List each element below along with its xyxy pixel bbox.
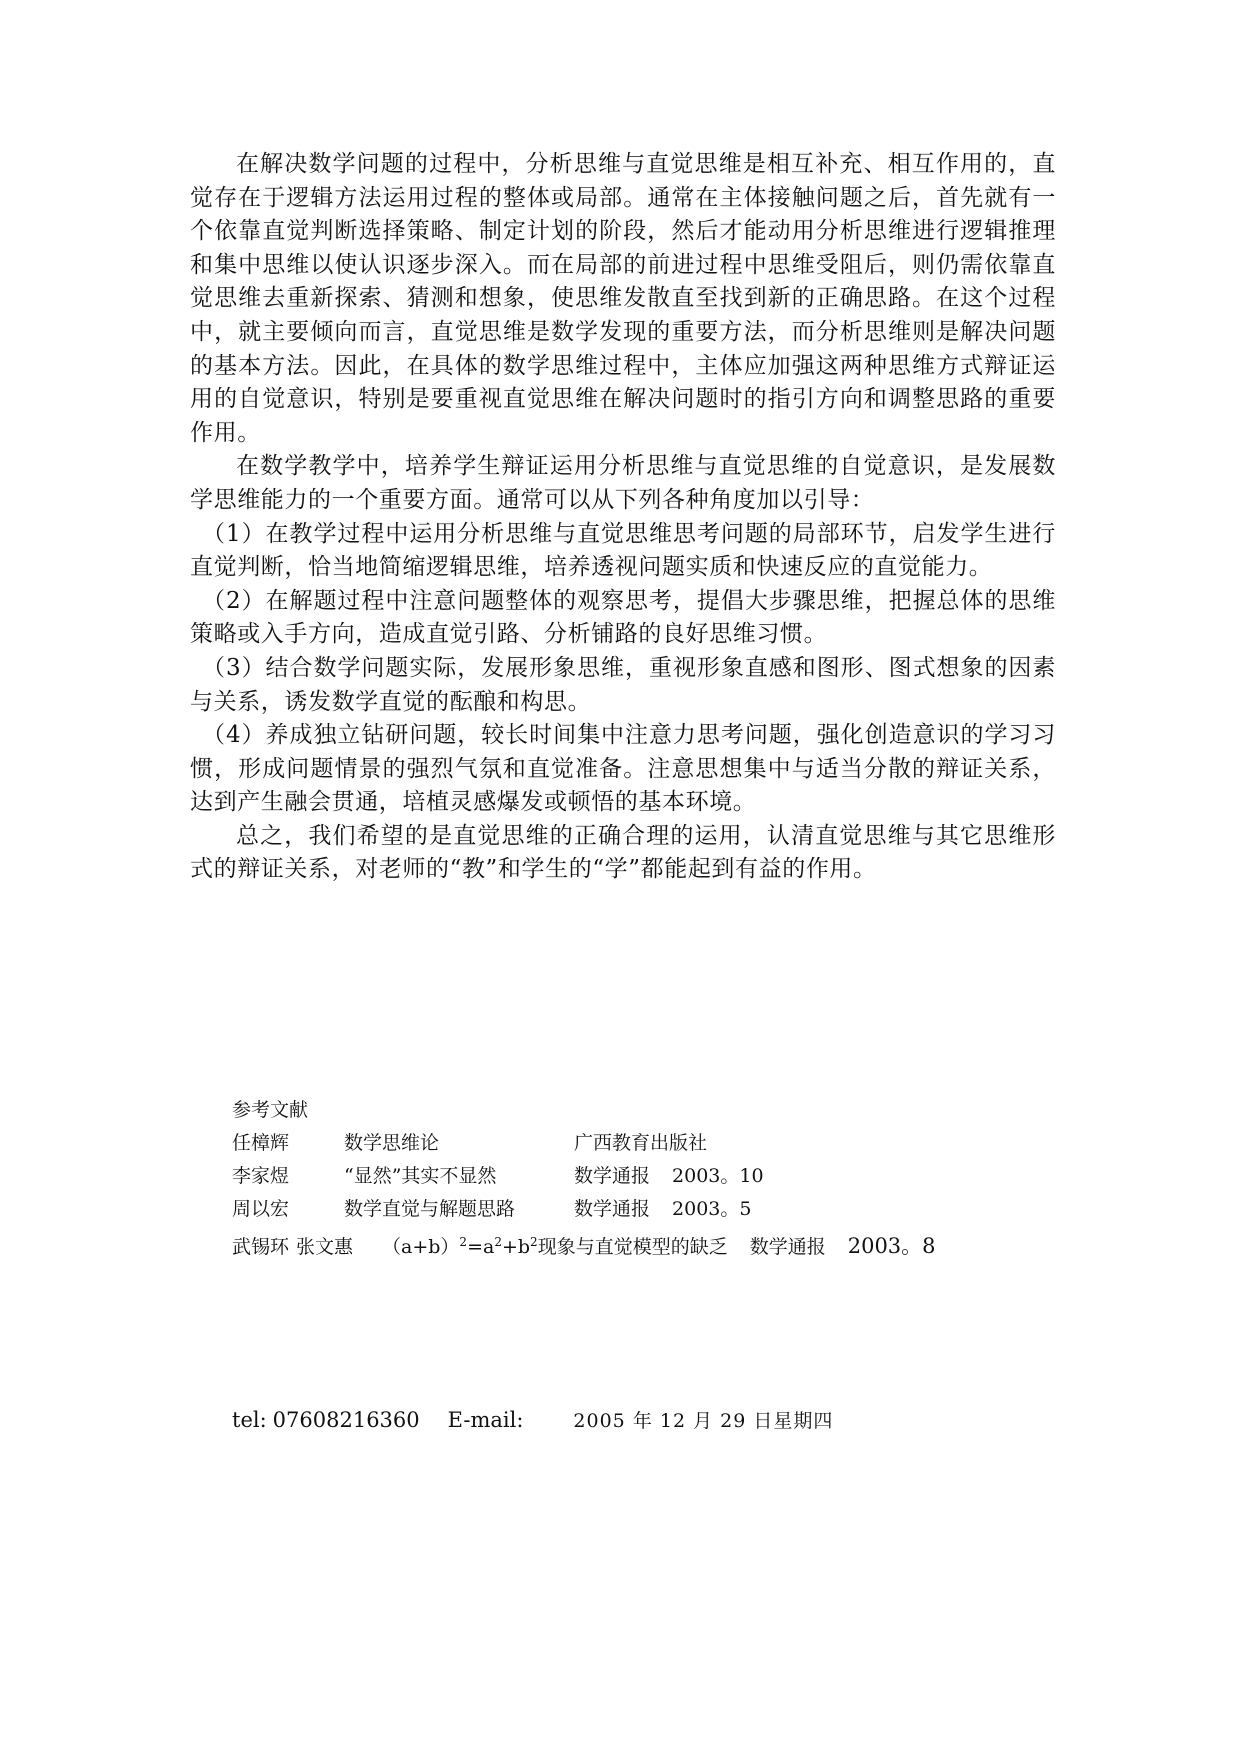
reference-publisher: 数学通报 bbox=[574, 1198, 651, 1220]
reference-author: 任樟辉 bbox=[232, 1132, 290, 1154]
reference-publisher: 数学通报 bbox=[574, 1165, 651, 1187]
reference-author: 武锡环 bbox=[232, 1236, 290, 1258]
references-heading: 参考文献 bbox=[232, 1099, 309, 1121]
reference-publisher: 广西教育出版社 bbox=[574, 1132, 708, 1154]
tel-value: 07608216360 bbox=[272, 1408, 420, 1432]
paragraph: 在解决数学问题的过程中，分析思维与直觉思维是相互补充、相互作用的，直觉存在于逻辑方法运用过程的整体或局部。通常在主体接触问题之后，首先就有一个依靠直觉判断选择策略、制定计划的阶段，然后才能动用分析思维进行逻辑推理和集中思维以使认识逐步深入。而在局部的前进过程中思维受阻后，则仍需依靠直觉思维去重新探索、猜测和想象，使思维发散直至找到新的正确思路。在这个过程中，就主要倾向而言，直觉思维是数学发现的重要方法，而分析思维则是解决问题的基本方法。因此，在具体的数学思维过程中，主体应加强这两种思维方式辩证运用的自觉意识，特别是要重视直觉思维在解决问题时的指引方向和调整思路的重要作用。 bbox=[190, 151, 1056, 446]
references-section bbox=[232, 1094, 1052, 1264]
tel-label: tel: bbox=[232, 1408, 267, 1432]
reference-author: 张文惠 bbox=[296, 1236, 354, 1258]
list-item: （4）养成独立钻研问题，较长时间集中注意力思考问题，强化创造意识的学习习惯，形成问题情景的强烈气氛和直觉准备。注意思想集中与适当分散的辩证关系，达到产生融会贯通，培植灵感爆发或顿悟的基本环境。 bbox=[190, 722, 1056, 816]
list-item: （1）在教学过程中运用分析思维与直觉思维思考问题的局部环节，启发学生进行直觉判断，恰当地简缩逻辑思维，培养透视问题实质和快速反应的直觉能力。 bbox=[190, 520, 1056, 581]
list-item: （2）在解题过程中注意问题整体的观察思考，提倡大步骤思维，把握总体的思维策略或入手方向，造成直觉引路、分析铺路的良好思维习惯。 bbox=[190, 587, 1056, 648]
reference-entry bbox=[232, 1226, 1052, 1264]
reference-year: 2003。8 bbox=[847, 1234, 936, 1258]
reference-publisher: 数学通报 bbox=[749, 1236, 826, 1258]
document-date: 2005 年 12 月 29 日星期四 bbox=[573, 1410, 834, 1432]
reference-title: 数学直觉与解题思路 bbox=[344, 1198, 516, 1220]
reference-entry bbox=[232, 1160, 1052, 1193]
article-body bbox=[190, 148, 1056, 887]
reference-year: 2003。10 bbox=[672, 1165, 764, 1187]
reference-title: “显然”其实不显然 bbox=[344, 1165, 497, 1187]
contact-line bbox=[232, 1404, 833, 1437]
reference-author: 周以宏 bbox=[232, 1198, 290, 1220]
list-item: （3）结合数学问题实际，发展形象思维，重视形象直感和图形、图式想象的因素与关系，诱发数学直觉的酝酿和构思。 bbox=[190, 654, 1056, 715]
reference-entry bbox=[232, 1127, 1052, 1160]
reference-author: 李家煜 bbox=[232, 1165, 290, 1187]
reference-title: 数学思维论 bbox=[344, 1132, 440, 1154]
reference-year: 2003。5 bbox=[672, 1198, 752, 1220]
reference-entry bbox=[232, 1193, 1052, 1226]
paragraph: 在数学教学中，培养学生辩证运用分析思维与直觉思维的自觉意识，是发展数学思维能力的一个重要方面。通常可以从下列各种角度加以引导： bbox=[190, 453, 1056, 513]
reference-formula: $(a+b)^2=a^2+b^2$现象与直觉模型的缺乏 bbox=[382, 1235, 728, 1258]
conclusion-paragraph: 总之，我们希望的是直觉思维的正确合理的运用，认清直觉思维与其它思维形式的辩证关系，对老师的“教”和学生的“学”都能起到有益的作用。 bbox=[190, 822, 1056, 883]
email-label: E-mail: bbox=[447, 1408, 524, 1432]
